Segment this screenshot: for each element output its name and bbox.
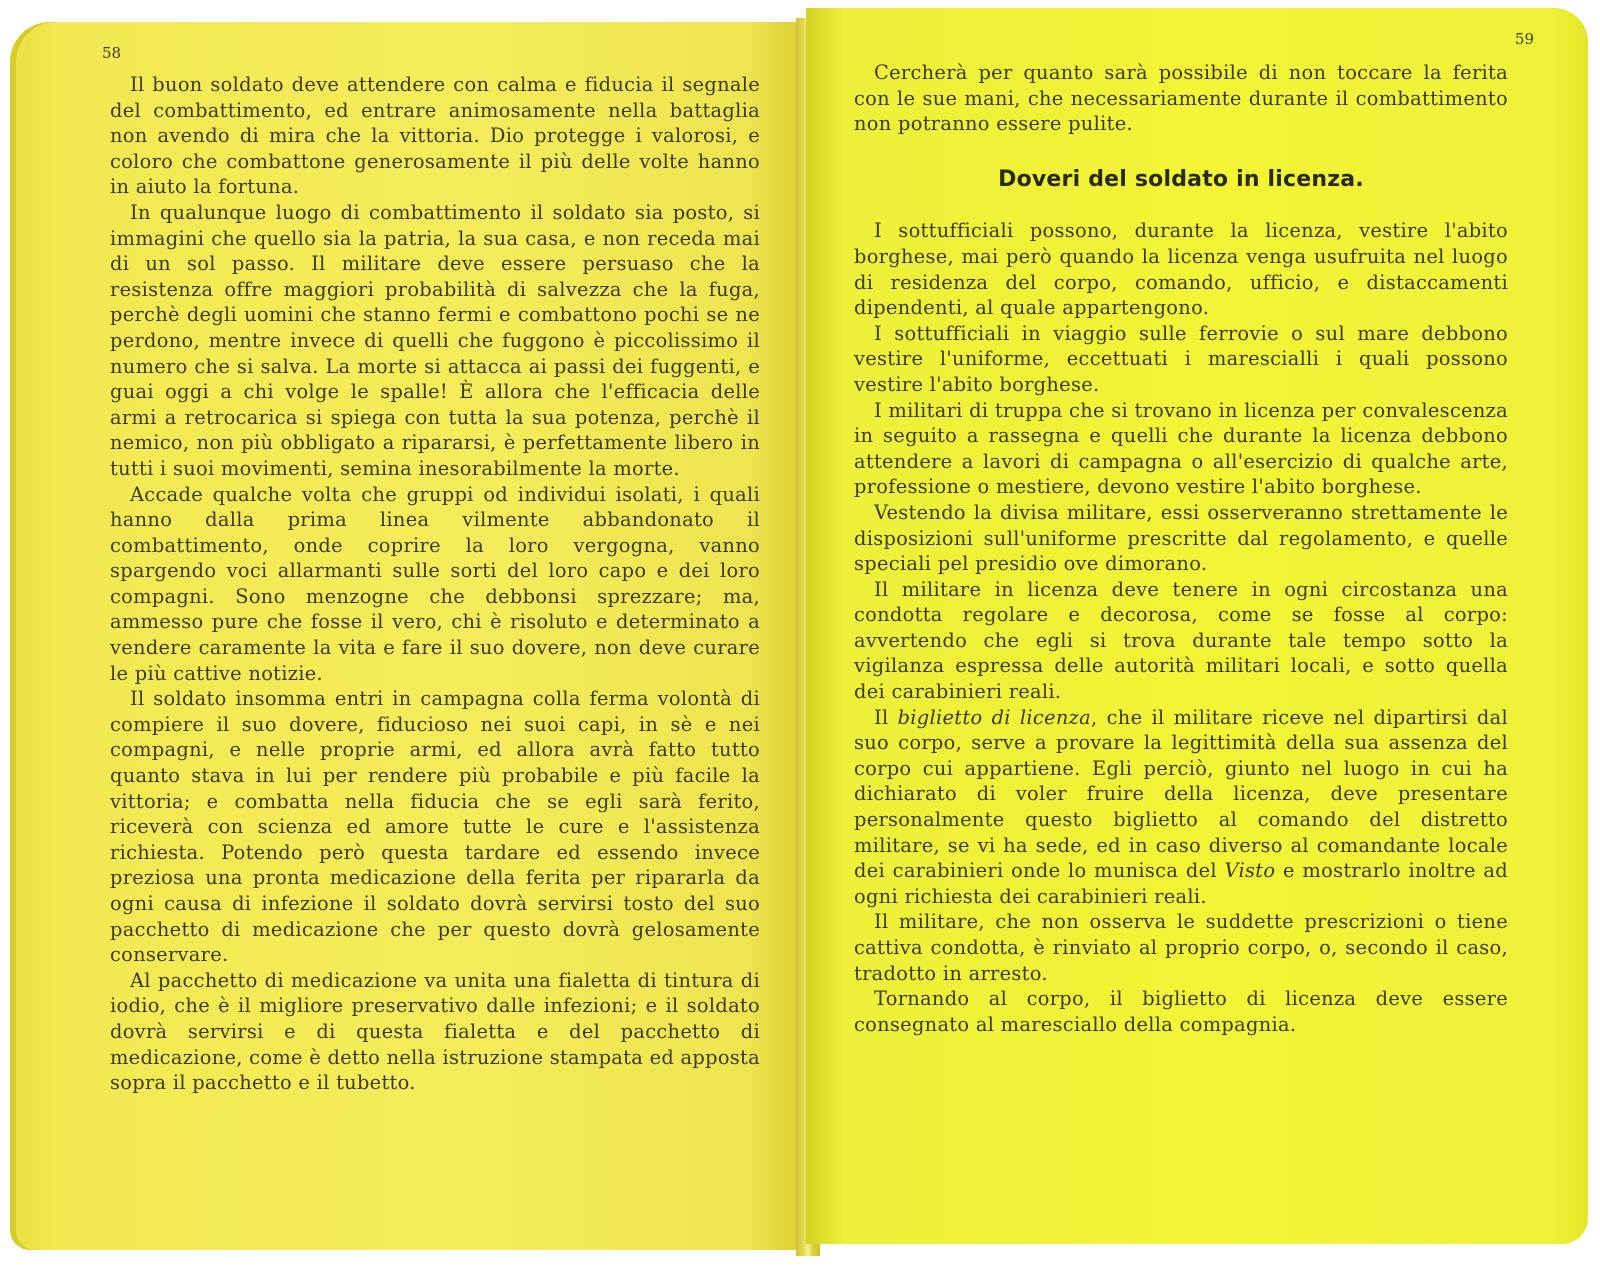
paragraph: I sottufficiali in viaggio sulle ferrovie o sul mare debbono vestire l'uniforme, eccettuati i marescialli i quali possono vestire l'abito borghese. [854,321,1508,396]
text-run: Il [874,705,898,729]
right-page [806,8,1588,1244]
paragraph: I sottufficiali possono, durante la licenza, vestire l'abito borghese, mai però quando la licenza venga usufruita nel luogo di residenza del corpo, comando, ufficio, e distaccamenti dipendenti, al quale appartengono. [854,219,1508,320]
left-page-text [110,72,760,1096]
page-number: 59 [1514,30,1534,48]
italic-term: biglietto di licenza [897,705,1092,729]
paragraph: Il militare, che non osserva le suddette prescrizioni o tiene cattiva condotta, è rinviato al proprio corpo, o, secondo il caso, tradotto in arresto. [854,910,1508,985]
paragraph: Il soldato insomma entri in campagna colla ferma volontà di compiere il suo dovere, fiducioso nei suoi capi, in sè e nei compagni, e nelle proprie armi, ed allora avrà fatto tutto quanto stava in lui per rendere più probabile e più facile la vittoria; e combatta nella fiducia che se egli sarà ferito, riceverà con scienza ed amore tutte le cure e l'assistenza richiesta. Potendo però questa tardare ed essendo invece preziosa una pronta medicazione della ferita per ripararla da ogni causa di infezione il soldato dovrà servirsi tosto del suo pacchetto di medicazione che per questo dovrà gelosamente conservare. [110,687,760,967]
section-heading: Doveri del soldato in licenza. [998,166,1364,192]
right-page-text [854,60,1508,1037]
paragraph: Vestendo la divisa militare, essi osserveranno strettamente le disposizioni sull'uniforme prescritte dal regolamento, e quelle speciali pel presidio ove dimorano. [854,500,1508,576]
text-run: e mostrarlo inoltre ad ogni richiesta dei carabinieri reali. [854,859,1508,908]
page-number: 58 [102,44,122,62]
paragraph: In qualunque luogo di combattimento il soldato sia posto, si immagini che quello sia la patria, la sua casa, e non receda mai di un sol passo. Il militare deve essere persuaso che la resistenza offre maggiori probabilità di salvezza che la fuga, perchè degli uomini che stanno fermi e combattono pochi se ne perdono, mentre invece di quelli che fuggono è piccolissimo il numero che si salva. La morte si attacca ai passi dei fuggenti, e guai oggi a chi volge le spalle! È allora che l'efficacia delle armi a retrocarica si spiega con tutta la sua potenza, perchè il nemico, non più obbligato a ripararsi, è perfettamente libero in tutti i suoi movimenti, semina inesorabilmente la morte. [110,200,760,480]
italic-term: Visto [1224,859,1276,883]
paragraph [854,705,1508,910]
paragraph: Il militare in licenza deve tenere in ogni circostanza una condotta regolare e decorosa, come se fosse al corpo: avvertendo che egli si trova durante tale tempo sotto la vigilanza espressa delle autorità militari locali, e sotto quella dei carabinieri reali. [854,577,1508,704]
text-run: , che il militare riceve nel dipartirsi dal suo corpo, serve a provare la legittimità della sua assenza del corpo cui appartiene. Egli perciò, giunto nel luogo in cui ha dichiarato di voler fruire della licenza, deve presentare personalmente questo biglietto al comando del distretto militare, se vi ha sede, ed in caso diverso al comandante locale dei carabinieri onde lo munisca del [854,705,1509,883]
paragraph: Il buon soldato deve attendere con calma e fiducia il segnale del combattimento, ed entrare animosamente nella battaglia non avendo di mira che la vittoria. Dio protegge i valorosi, e coloro che combattone generosamente il più delle volte hanno in aiuto la fortuna. [110,73,760,199]
paragraph: Cercherà per quanto sarà possibile di non toccare la ferita con le sue mani, che necessariamente durante il combattimento non potranno essere pulite. [854,61,1508,136]
paragraph: Accade qualche volta che gruppi od individui isolati, i quali hanno dalla prima linea vilmente abbandonato il combattimento, onde coprire la loro vergogna, vanno spargendo voci allarmanti sulle sorti del loro capo e dei loro compagni. Sono menzogne che debbonsi sprezzare; ma, ammesso pure che fosse il vero, chi è risoluto e determinato a vendere caramente la vita e fare il suo dovere, non deve curare le più cattive notizie. [110,482,760,685]
paragraph: Al pacchetto di medicazione va unita una fialetta di tintura di iodio, che è il migliore preservativo dalle infezioni; e il soldato dovrà servirsi e di questa fialetta e del pacchetto di medicazione, come è detto nella istruzione stampata ed apposta sopra il pacchetto e il tubetto. [110,968,760,1095]
paragraph: I militari di truppa che si trovano in licenza per convalescenza in seguito a rassegna e quelli che durante la licenza debbono attendere a lavori di campagna o all'esercizio di qualche arte, professione o mestiere, devono vestire l'abito borghese. [854,398,1508,499]
paragraph: Tornando al corpo, il biglietto di licenza deve essere consegnato al maresciallo della compagnia. [854,987,1508,1036]
left-page [10,22,810,1250]
